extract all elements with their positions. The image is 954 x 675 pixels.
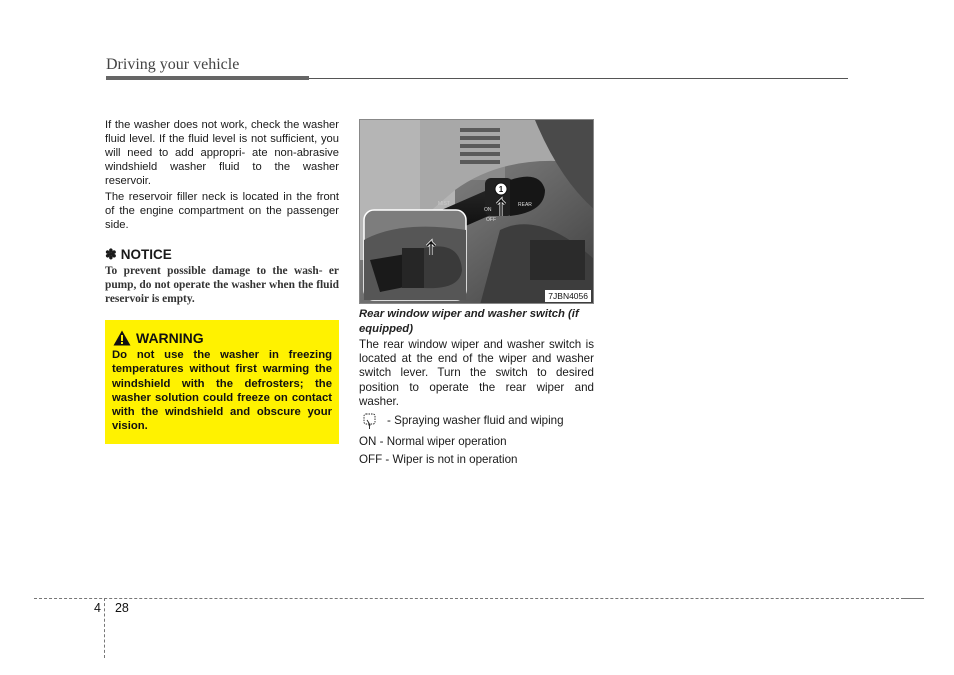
- wiper-lever-illustration: [360, 120, 594, 304]
- warning-box: [105, 320, 339, 444]
- lever-label-mist: MIST: [438, 201, 450, 207]
- warning-heading: [113, 330, 332, 346]
- warning-text: Do not use the washer in freezing temperatures without first warming the windshield with the defrosters; the washer solution could freeze on contact with the windshield and obscure your vision.: [112, 349, 332, 433]
- footer-rule: [34, 598, 904, 599]
- washer-item: [359, 412, 594, 430]
- notice-title: NOTICE: [120, 247, 172, 262]
- notice-heading: [105, 246, 172, 263]
- right-column: [359, 307, 594, 467]
- figure-code: 7JBN4056: [545, 290, 591, 302]
- warning-triangle-icon: [113, 330, 131, 346]
- paragraph-washer-check: If the washer does not work, check the washer fluid level. If the fluid level is not sufficient, you will need to add appropri- ate non-abrasive windshield washer fluid to the washer reservoir.: [105, 119, 339, 187]
- figure-callout-1: 1: [498, 185, 504, 194]
- rear-washer-icon: [361, 412, 379, 430]
- header-rule-accent: [106, 76, 309, 80]
- left-column: [105, 118, 339, 232]
- footer-rule-end: [904, 598, 924, 599]
- lever-label-on: ON: [484, 207, 492, 213]
- page-number-value: 28: [114, 601, 129, 615]
- on-item: ON - Normal wiper operation: [359, 435, 507, 449]
- paragraph-reservoir-location: The reservoir filler neck is located in the front of the engine compartment on the passenger side.: [105, 191, 339, 231]
- lever-label-rear: REAR: [518, 202, 532, 208]
- chapter-number: 4: [94, 601, 101, 615]
- lever-label-off: OFF: [486, 217, 496, 223]
- figure-caption: Rear window wiper and washer switch (if equipped): [359, 308, 579, 335]
- section-title: Driving your vehicle: [106, 56, 240, 73]
- notice-text: To prevent possible damage to the wash- er pump, do not operate the washer when the fluid reservoir is empty.: [105, 265, 339, 306]
- off-item: OFF - Wiper is not in operation: [359, 453, 518, 467]
- warning-title: WARNING: [136, 330, 204, 346]
- notice-star-icon: ✽: [105, 246, 117, 262]
- page-number: [94, 601, 129, 615]
- washer-item-text: - Spraying washer fluid and wiping: [387, 414, 564, 428]
- rear-wiper-description: The rear window wiper and washer switch is located at the end of the wiper and washer switch lever. Turn the switch to desired position to operate the rear wiper and washer.: [359, 338, 594, 408]
- wiper-switch-photo: [359, 119, 594, 304]
